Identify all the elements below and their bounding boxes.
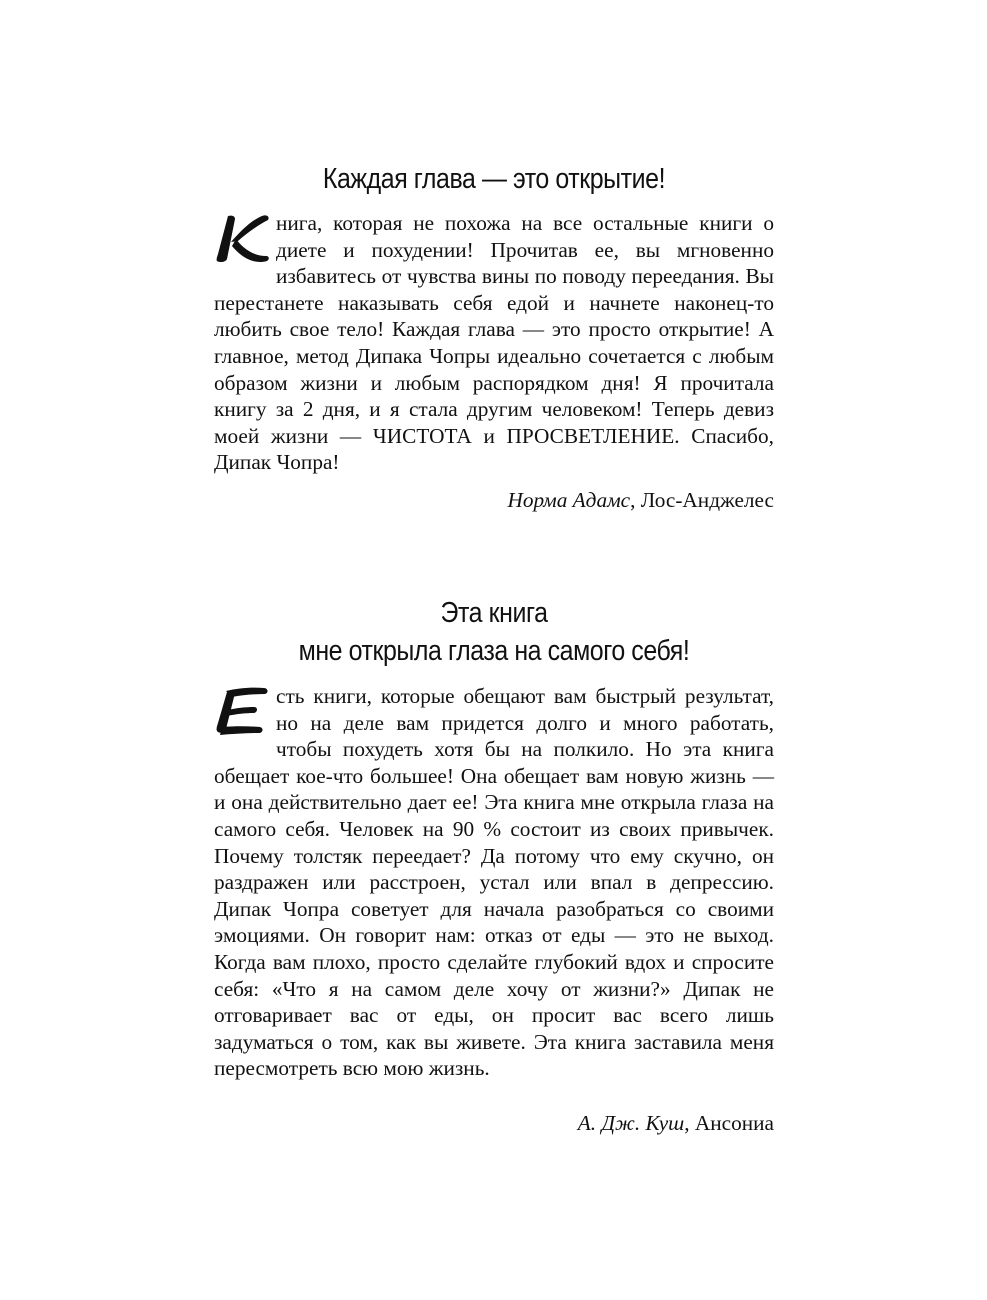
dropcap-e-icon [214, 685, 272, 737]
section2-place: , Ансониа [684, 1111, 774, 1135]
dropcap-k-icon [214, 212, 272, 264]
section2-attribution [578, 1110, 774, 1136]
section1-attribution [507, 487, 774, 513]
section2-heading-line1: Эта книга [440, 597, 548, 629]
section2-testimonial [214, 683, 774, 1082]
section2-body: сть книги, которые обещают вам быстрый результат, но на деле вам придется долго и много работать, чтобы похудеть хотя бы на полкило. Но эта книга обещает кое-что большее! Она обещает вам новую жизнь — и она действительно дает ее! Эта книга мне открыла глаза на самого себя. Человек на 90 % состоит из своих привычек. Почему толстяк переедает? Да потому что ему скучно, он раздражен или расстроен, устал или впал в депрессию. Дипак Чопра советует для начала разобраться со своими эмоциями. Он говорит нам: отказ от еды — это не выход. Когда вам плохо, просто сделайте глубокий вдох и спросите себя: «Что я на самом деле хочу от жизни?» Дипак не отговаривает вас от еды, он просит вас всего лишь задуматься о том, как вы живете. Эта книга заставила меня пересмотреть всю мою жизнь. [214, 684, 774, 1081]
section2-heading-line2: мне открыла глаза на самого себя! [298, 635, 690, 667]
section2-author: А. Дж. Куш [577, 1111, 685, 1135]
section1-author: Норма Адамс [507, 488, 631, 512]
section1-place: , Лос-Анджелес [630, 488, 774, 512]
section1-body: нига, которая не похожа на все остальные книги о диете и похудении! Прочитав ее, вы мгновенно избавитесь от чувства вины по поводу переедания. Вы перестанете наказывать себя едой и начнете наконец-то любить свое тело! Каждая глава — это просто открытие! А главное, метод Дипака Чопры идеально сочетается с любым образом жизни и любым распорядком дня! Я прочитала книгу за 2 дня, и я стала другим человеком! Теперь девиз моей жизни — ЧИСТОТА и ПРОСВЕТЛЕНИЕ. Спасибо, Дипак Чопра! [214, 211, 774, 475]
section1-testimonial [214, 210, 774, 476]
section1-heading: Каждая глава — это открытие! [322, 163, 666, 195]
